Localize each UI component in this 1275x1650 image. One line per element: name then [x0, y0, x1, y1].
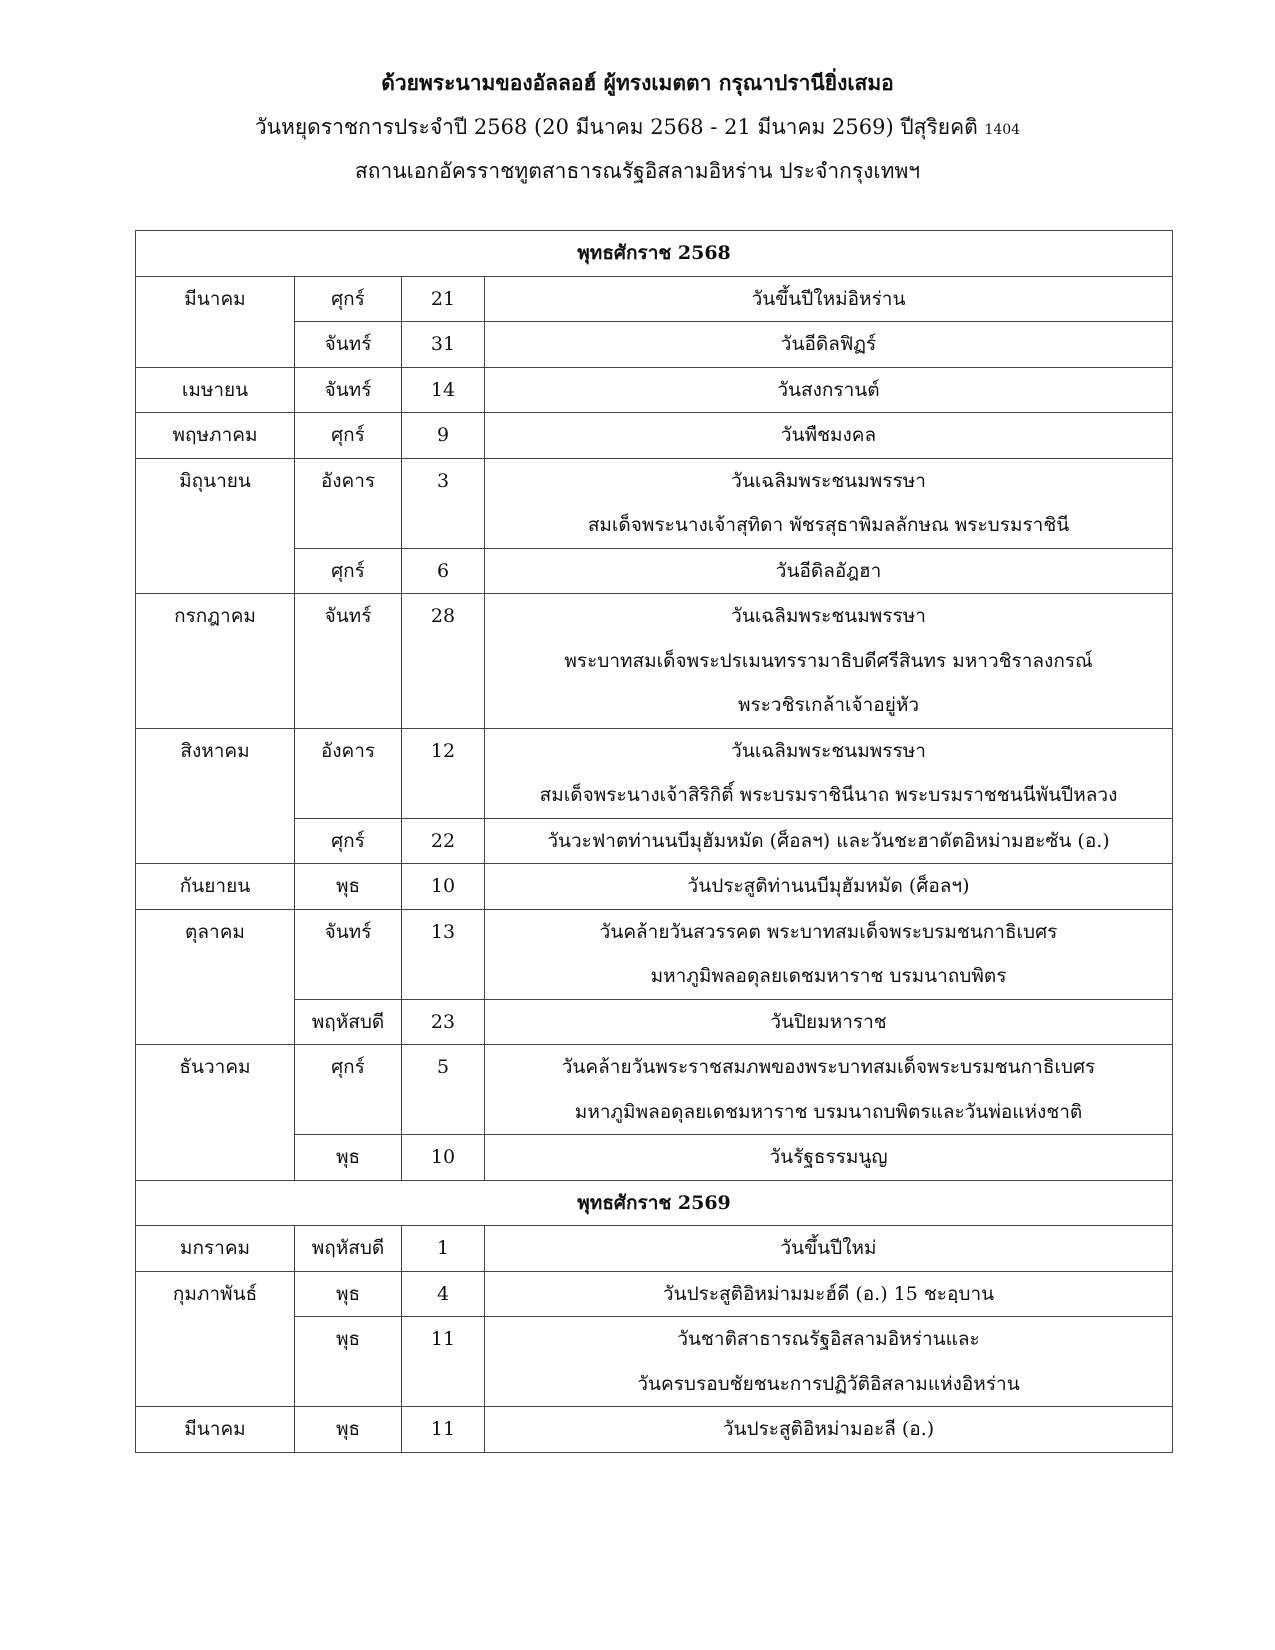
holiday-name-line: วันประสูติอิหม่ามมะฮ์ดี (อ.) 15 ชะอฺบาน: [662, 1282, 995, 1305]
month-cell: มีนาคม: [136, 276, 295, 367]
month-cell: มีนาคม: [136, 1407, 295, 1453]
month-cell: กันยายน: [136, 864, 295, 910]
date-cell: 11: [402, 1407, 485, 1453]
holiday-name-line: วันพืชมงคล: [780, 424, 877, 446]
month-cell: มิถุนายน: [136, 458, 295, 594]
holiday-name-line: มหาภูมิพลอดุลยเดชมหาราช บรมนาถบพิตร: [650, 965, 1007, 987]
weekday-cell: พุธ: [295, 1135, 402, 1181]
holiday-name-line: วันคล้ายวันสวรรคต พระบาทสมเด็จพระบรมชนกาธิเบศร: [599, 920, 1058, 943]
weekday-cell: พุธ: [295, 864, 402, 910]
date-cell: 6: [402, 548, 485, 594]
table-row: [136, 594, 1173, 729]
holiday-name-cell: [485, 276, 1173, 322]
holiday-name-cell: [485, 367, 1173, 413]
weekday-cell: อังคาร: [295, 458, 402, 548]
weekday-cell: พุธ: [295, 1271, 402, 1317]
holiday-name-line: พระบาทสมเด็จพระปรเมนทรรามาธิบดีศรีสินทร มหาวชิราลงกรณ์: [564, 649, 1093, 672]
date-cell: 28: [402, 594, 485, 729]
holiday-name-cell: [485, 909, 1173, 999]
date-cell: 23: [402, 999, 485, 1045]
month-cell: สิงหาคม: [136, 728, 295, 864]
month-cell: พฤษภาคม: [136, 413, 295, 459]
table-row: [136, 864, 1173, 910]
holiday-name-line: วันอีดิลฟิฏร์: [780, 333, 877, 355]
holiday-name-cell: [485, 999, 1173, 1045]
holiday-name-line: สมเด็จพระนางเจ้าสุทิดา พัชรสุธาพิมลลักษณ พระบรมราชินี: [587, 514, 1070, 536]
month-cell: กรกฎาคม: [136, 594, 295, 729]
holiday-name-cell: [485, 864, 1173, 910]
document-title-text: วันหยุดราชการประจำปี 2568 (20 มีนาคม 2568 - 21 มีนาคม 2569) ปีสุริยคติ: [254, 115, 978, 139]
holiday-name-line: วันเฉลิมพระชนมพรรษา: [731, 469, 926, 492]
embassy-name: สถานเอกอัครราชทูตสาธารณรัฐอิสลามอิหร่าน ประจำกรุงเทพฯ: [354, 159, 921, 183]
table-row: [136, 413, 1173, 459]
weekday-cell: ศุกร์: [295, 548, 402, 594]
holiday-name-line: วันชาติสาธารณรัฐอิสลามอิหร่านและ: [677, 1328, 980, 1350]
document-title: [0, 110, 1275, 154]
date-cell: 22: [402, 818, 485, 864]
weekday-cell: จันทร์: [295, 367, 402, 413]
holiday-name-cell: [485, 818, 1173, 864]
weekday-cell: ศุกร์: [295, 276, 402, 322]
date-cell: 12: [402, 728, 485, 818]
holiday-name-cell: [485, 594, 1173, 729]
invocation-heading: ด้วยพระนามของอัลลอฮ์ ผู้ทรงเมตตา กรุณาปรานียิ่งเสมอ: [381, 70, 894, 95]
holiday-table-body: [136, 231, 1173, 1453]
table-row: [136, 1226, 1173, 1272]
date-cell: 11: [402, 1317, 485, 1407]
solar-year: 1404: [984, 122, 1021, 138]
holiday-name-cell: [485, 548, 1173, 594]
holiday-name-cell: [485, 1135, 1173, 1181]
holiday-table: [135, 230, 1173, 1453]
weekday-cell: ศุกร์: [295, 818, 402, 864]
table-row: [136, 458, 1173, 548]
holiday-name-line: วันขึ้นปีใหม่อิหร่าน: [751, 287, 906, 310]
holiday-name-line: วันประสูติท่านนบีมุฮัมหมัด (ศ็อลฯ): [687, 875, 970, 897]
holiday-name-cell: [485, 1271, 1173, 1317]
weekday-cell: พฤหัสบดี: [295, 1226, 402, 1272]
holiday-name-line: วันรัฐธรรมนูญ: [769, 1146, 888, 1168]
year-row: [136, 1180, 1173, 1226]
holiday-name-line: วันประสูติอิหม่ามอะลี (อ.): [722, 1418, 935, 1440]
date-cell: 10: [402, 1135, 485, 1181]
holiday-name-line: พระวชิรเกล้าเจ้าอยู่หัว: [737, 694, 920, 716]
month-cell: ธันวาคม: [136, 1045, 295, 1181]
month-cell: กุมภาพันธ์: [136, 1271, 295, 1407]
weekday-cell: จันทร์: [295, 594, 402, 729]
date-cell: 14: [402, 367, 485, 413]
weekday-cell: จันทร์: [295, 322, 402, 368]
holiday-name-cell: [485, 458, 1173, 548]
holiday-name-line: วันคล้ายวันพระราชสมภพของพระบาทสมเด็จพระบรมชนกาธิเบศร: [561, 1056, 1096, 1078]
month-cell: มกราคม: [136, 1226, 295, 1272]
table-row: [136, 1271, 1173, 1317]
table-row: [136, 728, 1173, 818]
year-row: [136, 231, 1173, 277]
date-cell: 31: [402, 322, 485, 368]
holiday-name-line: วันเฉลิมพระชนมพรรษา: [731, 605, 926, 627]
holiday-name-line: มหาภูมิพลอดุลยเดชมหาราช บรมนาถบพิตรและวันพ่อแห่งชาติ: [574, 1100, 1083, 1123]
holiday-name-cell: [485, 413, 1173, 459]
month-cell: ตุลาคม: [136, 909, 295, 1045]
holiday-name-cell: [485, 322, 1173, 368]
holiday-name-line: วันปิยมหาราช: [770, 1010, 887, 1033]
holiday-name-cell: [485, 728, 1173, 818]
month-cell: เมษายน: [136, 367, 295, 413]
weekday-cell: ศุกร์: [295, 413, 402, 459]
holiday-name-line: วันอีดิลอัฎฮา: [775, 559, 882, 582]
date-cell: 10: [402, 864, 485, 910]
holiday-name-cell: [485, 1226, 1173, 1272]
date-cell: 4: [402, 1271, 485, 1317]
weekday-cell: พุธ: [295, 1407, 402, 1453]
holiday-name-line: วันครบรอบชัยชนะการปฏิวัติอิสลามแห่งอิหร่าน: [637, 1372, 1020, 1395]
date-cell: 5: [402, 1045, 485, 1135]
year-heading: พุทธศักราช 2569: [136, 1180, 1173, 1226]
weekday-cell: พฤหัสบดี: [295, 999, 402, 1045]
date-cell: 13: [402, 909, 485, 999]
date-cell: 3: [402, 458, 485, 548]
weekday-cell: อังคาร: [295, 728, 402, 818]
date-cell: 9: [402, 413, 485, 459]
document-header: [0, 66, 1275, 198]
table-row: [136, 1045, 1173, 1135]
date-cell: 21: [402, 276, 485, 322]
holiday-name-line: วันเฉลิมพระชนมพรรษา: [731, 739, 926, 762]
holiday-name-line: วันวะฟาตท่านนบีมุฮัมหมัด (ศ็อลฯ) และวันชะฮาดัตอิหม่ามฮะซัน (อ.): [547, 829, 1110, 852]
holiday-name-cell: [485, 1045, 1173, 1135]
table-row: [136, 276, 1173, 322]
date-cell: 1: [402, 1226, 485, 1272]
table-row: [136, 1407, 1173, 1453]
holiday-name-cell: [485, 1317, 1173, 1407]
year-heading: พุทธศักราช 2568: [136, 231, 1173, 277]
weekday-cell: จันทร์: [295, 909, 402, 999]
holiday-name-cell: [485, 1407, 1173, 1453]
holiday-name-line: สมเด็จพระนางเจ้าสิริกิติ์ พระบรมราชินีนาถ พระบรมราชชนนีพันปีหลวง: [539, 784, 1118, 806]
holiday-name-line: วันสงกรานต์: [777, 378, 880, 401]
weekday-cell: ศุกร์: [295, 1045, 402, 1135]
weekday-cell: พุธ: [295, 1317, 402, 1407]
table-row: [136, 909, 1173, 999]
table-row: [136, 367, 1173, 413]
holiday-name-line: วันขึ้นปีใหม่: [780, 1237, 877, 1259]
